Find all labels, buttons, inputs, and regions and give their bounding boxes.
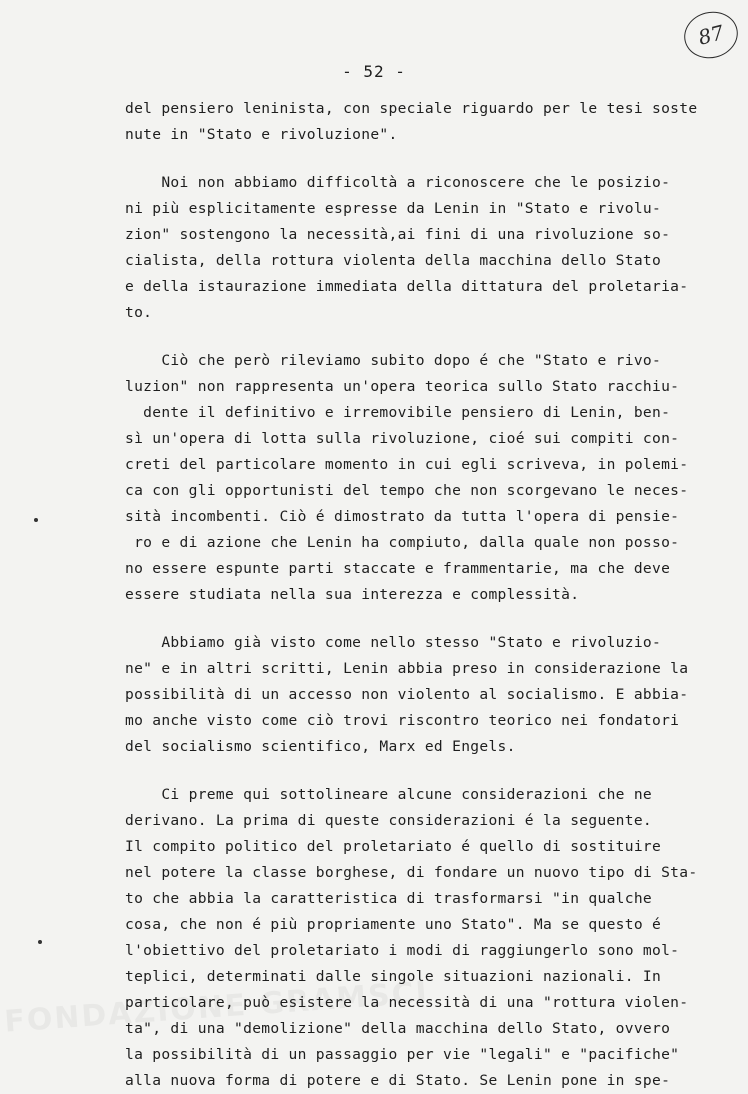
text-line: Ci preme qui sottolineare alcune considerazioni che ne (125, 786, 652, 803)
text-line: sì un'opera di lotta sulla rivoluzione, cioé sui compiti con- (125, 430, 680, 447)
archive-stamp (679, 6, 743, 64)
text-line: dente il definitivo e irremovibile pensiero di Lenin, ben- (125, 404, 671, 421)
text-line: to. (125, 304, 153, 321)
text-line: possibilità di un accesso non violento al socialismo. E abbia- (125, 686, 689, 703)
text-line: no essere espunte parti staccate e frammentarie, ma che deve (125, 560, 671, 577)
text-line: essere studiata nella sua interezza e complessità. (125, 586, 580, 603)
text-line: del pensiero leninista, con speciale riguardo per le tesi soste (125, 100, 698, 117)
text-line: nute in "Stato e rivoluzione". (125, 126, 398, 143)
margin-punch-mark (34, 518, 38, 522)
text-line: del socialismo scientifico, Marx ed Engels. (125, 738, 516, 755)
text-line: Il compito politico del proletariato é quello di sostituire (125, 838, 662, 855)
text-line: Noi non abbiamo difficoltà a riconoscere che le posizio- (125, 174, 671, 191)
text-line: cialista, della rottura violenta della macchina dello Stato (125, 252, 662, 269)
paragraph (125, 348, 689, 608)
text-line: e della istaurazione immediata della dittatura del proletaria- (125, 278, 689, 295)
paragraph (125, 170, 689, 326)
text-line: particolare, può esistere la necessità di una "rottura violen- (125, 994, 689, 1011)
margin-punch-mark (38, 940, 42, 944)
text-line: nel potere la classe borghese, di fondare un nuovo tipo di Sta- (125, 864, 698, 881)
text-line: teplici, determinati dalle singole situazioni nazionali. In (125, 968, 662, 985)
text-line: Abbiamo già visto come nello stesso "Stato e rivoluzio- (125, 634, 662, 651)
text-line: la possibilità di un passaggio per vie "legali" e "pacifiche" (125, 1046, 680, 1063)
text-line: ni più esplicitamente espresse da Lenin in "Stato e rivolu- (125, 200, 662, 217)
text-line: to che abbia la caratteristica di trasformarsi "in qualche (125, 890, 652, 907)
text-line: ta", di una "demolizione" della macchina dello Stato, ovvero (125, 1020, 671, 1037)
page-number: - 52 - (342, 62, 406, 81)
text-line: alla nuova forma di potere e di Stato. Se Lenin pone in spe- (125, 1072, 671, 1089)
archive-stamp-number: 87 (695, 20, 727, 50)
document-body (125, 96, 698, 1094)
text-line: luzion" non rappresenta un'opera teorica sullo Stato racchiu- (125, 378, 680, 395)
paragraph (125, 96, 698, 148)
text-line: ne" e in altri scritti, Lenin abbia preso in considerazione la (125, 660, 689, 677)
paragraph (125, 630, 689, 760)
text-line: derivano. La prima di queste considerazioni é la seguente. (125, 812, 652, 829)
text-line: Ciò che però rileviamo subito dopo é che "Stato e rivo- (125, 352, 662, 369)
text-line: cosa, che non é più propriamente uno Stato". Ma se questo é (125, 916, 662, 933)
text-line: sità incombenti. Ciò é dimostrato da tutta l'opera di pensie- (125, 508, 680, 525)
text-line: ro e di azione che Lenin ha compiuto, dalla quale non posso- (125, 534, 680, 551)
text-line: l'obiettivo del proletariato i modi di raggiungerlo sono mol- (125, 942, 680, 959)
text-line: zion" sostengono la necessità,ai fini di una rivoluzione so- (125, 226, 671, 243)
text-line: ca con gli opportunisti del tempo che non scorgevano le neces- (125, 482, 689, 499)
text-line: creti del particolare momento in cui egli scriveva, in polemi- (125, 456, 689, 473)
text-line: mo anche visto come ciò trovi riscontro teorico nei fondatori (125, 712, 680, 729)
paragraph (125, 782, 698, 1094)
